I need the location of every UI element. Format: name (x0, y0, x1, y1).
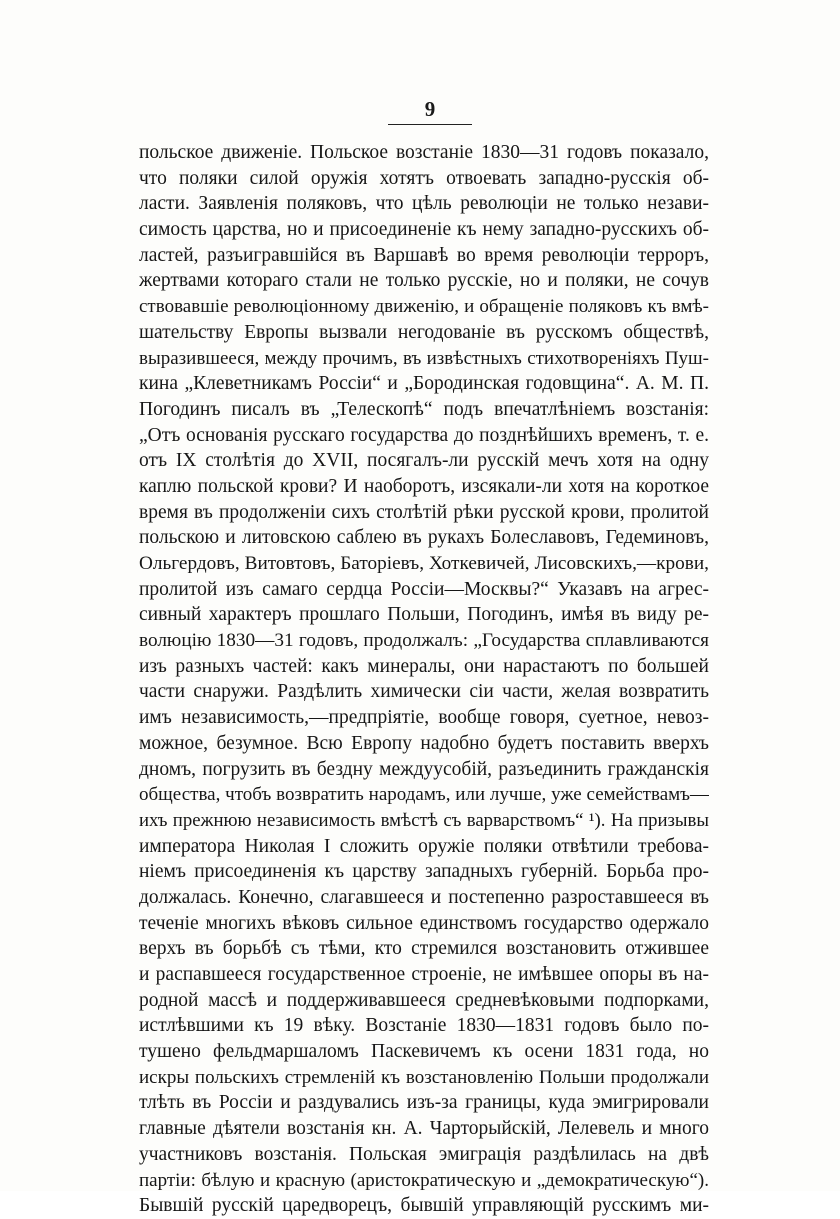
text-line: пролитой изъ самаго сердца Россіи—Москвы?“ Указавъ на агрес- (139, 578, 709, 600)
text-line: польское движеніе. Польское возстаніе 1830—31 годовъ показало, (139, 142, 709, 163)
text-line: сивный характеръ прошлаго Польши, Погодинъ, имѣя въ виду ре- (139, 604, 709, 626)
text-line: можное, безумное. Всю Европу надобно будетъ поставить вверхъ (139, 732, 709, 754)
text-line: родной массѣ и поддерживавшееся средневѣковыми подпорками, (139, 989, 709, 1011)
text-line: истлѣвшими къ 19 вѣку. Возстаніе 1830—1831 годовъ было по- (139, 1015, 709, 1037)
text-line: симость царства, но и присоединеніе къ нему западно-русскихъ об- (139, 219, 709, 241)
text-line: участниковъ возстанія. Польская эмиграція раздѣлилась на двѣ (139, 1143, 709, 1165)
text-line: главные дѣятели возстанія кн. А. Чарторыйскій, Лелевель и много (139, 1118, 709, 1140)
text-line: кина „Клеветникамъ Россіи“ и „Бородинская годовщина“. А. М. П. (139, 373, 709, 395)
text-line: „Отъ основанія русскаго государства до позднѣйшихъ временъ, т. е. (139, 424, 709, 446)
text-line: ніемъ присоединенія къ царству западныхъ губерній. Борьба про- (139, 861, 709, 883)
text-line: и распавшееся государственное строеніе, не имѣвшее опоры въ на- (139, 964, 709, 985)
text-line: партіи: бѣлую и красную (аристократическую и „демократическую“). (139, 1169, 709, 1191)
text-line: выразившееся, между прочимъ, въ извѣстныхъ стихотвореніяхъ Пуш- (139, 347, 709, 369)
text-line: верхъ въ борьбѣ съ тѣми, кто стремился возстановить отжившее (139, 938, 709, 960)
text-line: Погодинъ писалъ въ „Телескопѣ“ подъ впечатлѣніемъ возстанія: (139, 398, 709, 420)
text-line: Ольгердовъ, Витовтовъ, Баторіевъ, Хоткевичей, Лисовскихъ,—крови, (139, 553, 709, 574)
text-line: должалась. Конечно, слагавшееся и постепенно разроставшееся въ (139, 886, 709, 908)
text-line: ласти. Заявленія поляковъ, что цѣль революціи не только незави- (139, 193, 709, 215)
text-line: волюцію 1830—31 годовъ, продолжалъ: „Государства сплавливаются (139, 630, 709, 652)
text-line: искры польскихъ стремленій къ возстановленію Польши продолжали (139, 1066, 709, 1088)
text-line: части снаружи. Раздѣлить химически сіи части, желая возвратить (139, 681, 709, 703)
text-line: польскою и литовскою саблею въ рукахъ Болеславовъ, Гедеминовъ, (139, 527, 709, 549)
text-line: тлѣть въ Россіи и раздувались изъ-за границы, куда эмигрировали (139, 1092, 709, 1114)
text-line: шательству Европы вызвали негодованіе въ русскомъ обществѣ, (139, 321, 709, 343)
text-line: изъ разныхъ частей: какъ минералы, они нарастаютъ по большей (139, 655, 709, 677)
page-number: 9 (424, 97, 436, 121)
text-line: теченіе многихъ вѣковъ сильное единствомъ государство одержало (139, 912, 709, 934)
text-line: ластей, разъигравшійся въ Варшавѣ во время революціи терроръ, (139, 244, 709, 266)
text-line: что поляки силой оружія хотятъ отвоевать западно-русскія об- (139, 167, 709, 189)
text-line: ствовавшіе революціонному движенію, и обращеніе поляковъ къ вмѣ- (139, 296, 709, 318)
text-line: общества, чтобъ возвратить народамъ, или лучше, уже семействамъ— (139, 784, 709, 806)
text-line: отъ IX столѣтія до XVII, посягалъ-ли русскій мечъ хотя на одну (139, 450, 709, 472)
text-line: имъ независимость,—предпріятіе, вообще говоря, суетное, невоз- (139, 707, 709, 729)
text-line: Бывшій русскій царедворецъ, бывшій управляющій русскимъ ми- (139, 1195, 709, 1217)
text-line: ихъ прежнюю независимость вмѣстѣ съ варварствомъ“ ¹). На призывы (139, 809, 709, 831)
text-line: каплю польской крови? И наоборотъ, изсякали-ли хотя на короткое (139, 475, 709, 497)
text-line: императора Николая I сложить оружіе поляки отвѣтили требова- (139, 835, 709, 857)
header-rule (388, 124, 472, 125)
text-line: жертвами котораго стали не только русскіе, но и поляки, не сочув (139, 270, 709, 292)
text-line: время въ продолженіи сихъ столѣтій рѣки русской крови, пролитой (139, 501, 709, 523)
text-line: дномъ, погрузить въ бездну междуусобій, разъединить гражданскія (139, 758, 709, 780)
text-line: тушено фельдмаршаломъ Паскевичемъ къ осени 1831 года, но (139, 1041, 709, 1063)
body-text (139, 140, 709, 1219)
